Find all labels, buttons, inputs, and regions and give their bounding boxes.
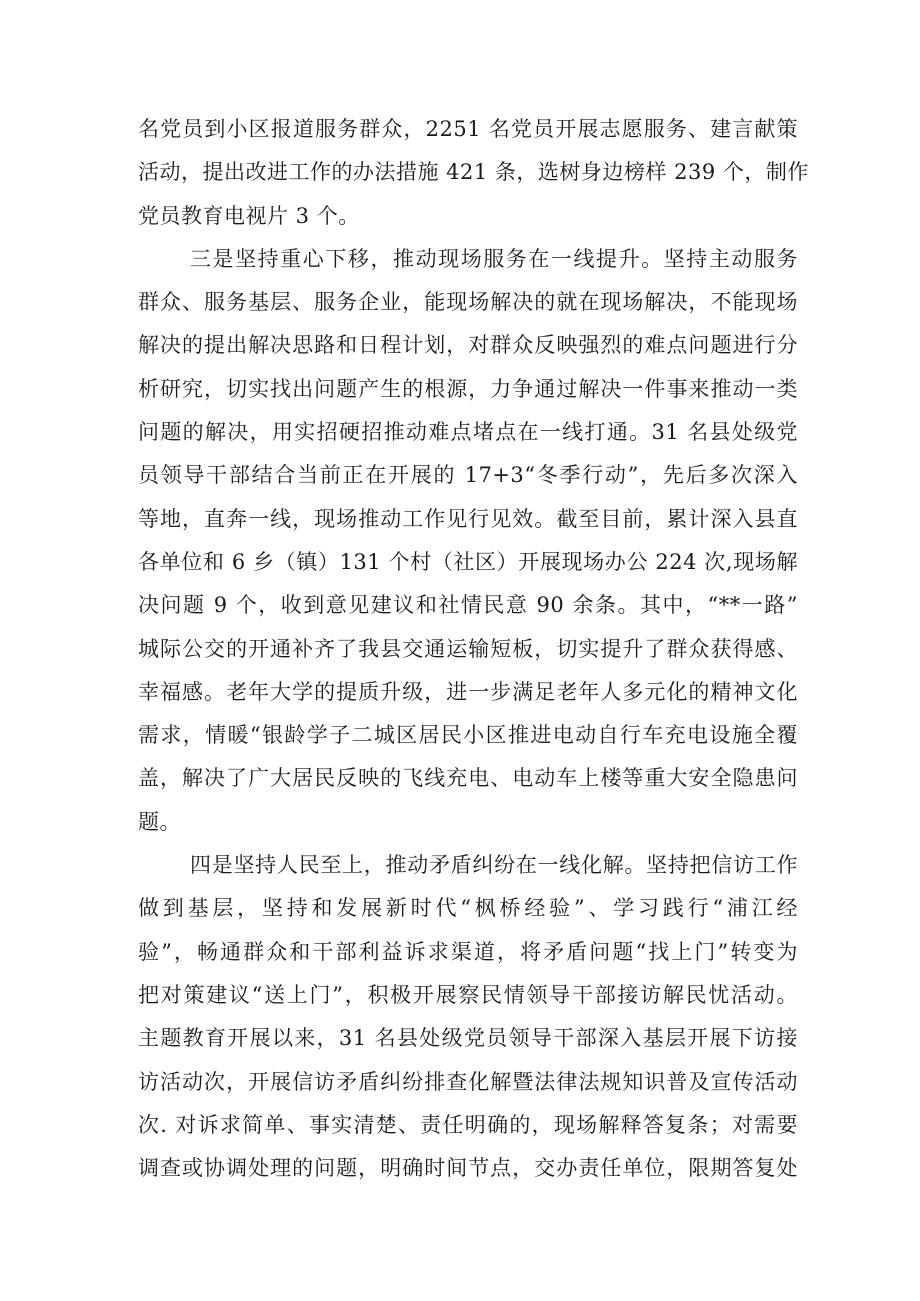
text-line: 群众、服务基层、服务企业，能现场解决的就在现场解决，不能现场 — [138, 290, 798, 315]
paragraph-four — [138, 844, 798, 1190]
text-line: 盖，解决了广大居民反映的飞线充电、电动车上楼等重大安全隐患问 — [138, 766, 798, 791]
text-line: 党员教育电视片 3 个。 — [138, 203, 360, 228]
text-line: 需求，情暖“银龄学子二城区居民小区推进电动自行车充电设施全覆 — [138, 723, 798, 748]
text-line: 题。 — [138, 809, 181, 834]
text-line: 三是坚持重心下移，推动现场服务在一线提升。坚持主动服务 — [190, 246, 798, 271]
text-line: 访活动次，开展信访矛盾纠纷排查化解暨法律法规知识普及宣传活动 — [138, 1069, 798, 1094]
text-line: 幸福感。老年大学的提质升级，进一步满足老年人多元化的精神文化 — [138, 679, 798, 704]
text-line: 活动，提出改进工作的办法措施 421 条，选树身边榜样 239 个，制作 — [138, 160, 809, 185]
text-line: 主题教育开展以来，31 名县处级党员领导干部深入基层开展下访接 — [138, 1026, 798, 1051]
text-line: 四是坚持人民至上，推动矛盾纠纷在一线化解。坚持把信访工作 — [190, 853, 798, 878]
text-line: 名党员到小区报道服务群众，2251 名党员开展志愿服务、建言献策 — [138, 117, 798, 141]
text-line: 解决的提出解决思路和日程计划，对群众反映强烈的难点问题进行分 — [138, 333, 798, 358]
text-line: 员领导干部结合当前正在开展的 17+3“冬季行动”，先后多次深入 — [138, 463, 798, 488]
text-line: 各单位和 6 乡（镇）131 个村（社区）开展现场办公 224 次,现场解 — [138, 549, 798, 574]
text-line: 做到基层，坚持和发展新时代“枫桥经验”、学习践行“浦江经 — [138, 896, 798, 921]
text-line: 问题的解决，用实招硬招推动难点堵点在一线打通。31 名县处级党 — [138, 420, 798, 445]
paragraph-continued — [138, 108, 809, 238]
text-line: 等地，直奔一线，现场推动工作见行见效。截至目前，累计深入县直 — [138, 506, 798, 531]
text-line: 把对策建议“送上门”，积极开展察民情领导干部接访解民忧活动。 — [138, 982, 798, 1007]
text-line: 验”，畅通群众和干部利益诉求渠道，将矛盾问题“找上门”转变为 — [138, 939, 798, 964]
paragraph-three — [138, 238, 798, 844]
body-text — [138, 108, 809, 1190]
text-line: 城际公交的开通补齐了我县交通运输短板，切实提升了群众获得感、 — [138, 636, 798, 661]
text-line: 调查或协调处理的问题，明确时间节点，交办责任单位，限期答复处 — [138, 1156, 798, 1181]
text-line: 决问题 9 个，收到意见建议和社情民意 90 余条。其中，“**一路” — [138, 593, 798, 618]
text-line: 次. 对诉求简单、事实清楚、责任明确的，现场解释答复条；对需要 — [138, 1112, 798, 1137]
text-line: 析研究，切实找出问题产生的根源，力争通过解决一件事来推动一类 — [138, 376, 798, 401]
